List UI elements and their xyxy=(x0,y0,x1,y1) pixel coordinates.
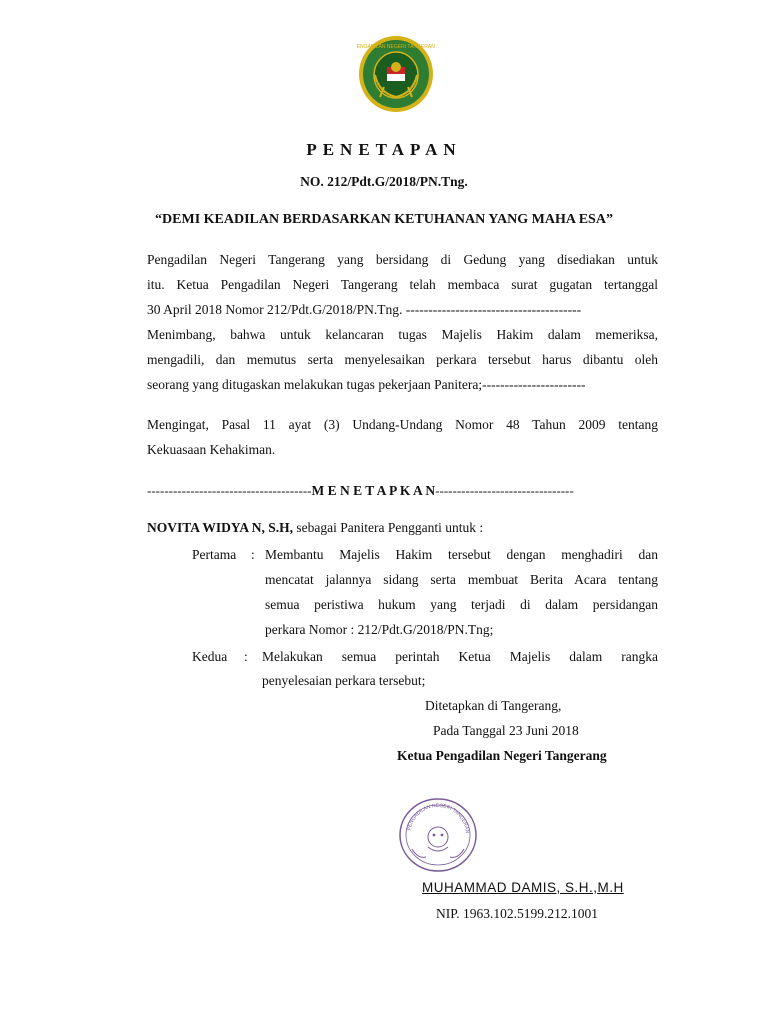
closing-place: Ditetapkan di Tangerang, xyxy=(425,698,562,713)
closing-date: Pada Tanggal 23 Juni 2018 xyxy=(433,723,579,738)
para1-line3: 30 April 2018 Nomor 212/Pdt.G/2018/PN.Tng. --------------------------------------- xyxy=(147,302,582,317)
document-number: NO. 212/Pdt.G/2018/PN.Tng. xyxy=(300,174,468,189)
para1-line6: seorang yang ditugaskan melakukan tugas pekerjaan Panitera;----------------------- xyxy=(147,377,586,392)
appointee-role: sebagai Panitera Pengganti untuk : xyxy=(293,520,484,535)
para1-line1: Pengadilan Negeri Tangerang yang bersidang di Gedung yang disediakan untuk xyxy=(147,252,658,267)
menetapkan-left-dashes: -------------------------------------- xyxy=(147,483,312,498)
para1-line2: itu. Ketua Pengadilan Negeri Tangerang telah membaca surat gugatan tertanggal xyxy=(147,277,658,292)
logo-text: PENGADILAN NEGERI TANGERANG xyxy=(357,44,435,50)
oath-heading: “DEMI KEADILAN BERDASARKAN KETUHANAN YANG MAHA ESA” xyxy=(155,212,613,227)
para1-line5: mengadili, dan memutus serta menyelesaikan perkara tersebut harus dibantu oleh xyxy=(147,352,658,367)
closing-office: Ketua Pengadilan Negeri Tangerang xyxy=(397,748,607,763)
svg-text:PENGADILAN NEGERI TANGERANG xyxy=(398,797,470,834)
appointee-line xyxy=(147,520,658,536)
menetapkan-label: M E N E T A P K A N xyxy=(311,483,436,498)
item-pertama-sep: : xyxy=(251,547,255,562)
item-pertama-line2: mencatat jalannya sidang serta membuat Berita Acara tentang xyxy=(265,572,658,587)
signer-nip: NIP. 1963.102.5199.212.1001 xyxy=(436,906,599,921)
item-kedua-line2: penyelesaian perkara tersebut; xyxy=(262,673,426,688)
para1-line4: Menimbang, bahwa untuk kelancaran tugas Majelis Hakim dalam memeriksa, xyxy=(147,327,658,342)
item-pertama-line4: perkara Nomor : 212/Pdt.G/2018/PN.Tng; xyxy=(265,622,494,637)
document-title: PENETAPAN xyxy=(306,140,462,159)
para2-line2: Kekuasaan Kehakiman. xyxy=(147,442,276,457)
item-pertama-label: Pertama xyxy=(192,547,237,562)
menetapkan-right-dashes: -------------------------------- xyxy=(435,483,574,498)
item-kedua-line1: Melakukan semua perintah Ketua Majelis dalam rangka xyxy=(262,649,658,664)
menetapkan-line xyxy=(147,483,658,499)
item-pertama-line3: semua peristiwa hukum yang terjadi di dalam persidangan xyxy=(265,597,658,612)
court-logo xyxy=(357,35,435,113)
stamp-text: PENGADILAN NEGERI TANGERAN xyxy=(406,802,470,834)
appointee-name: NOVITA WIDYA N, S.H, xyxy=(147,520,294,535)
item-pertama-line1: Membantu Majelis Hakim tersebut dengan menghadiri dan xyxy=(265,547,658,562)
court-stamp xyxy=(398,797,478,873)
item-kedua-label: Kedua xyxy=(192,649,228,664)
signer-name: MUHAMMAD DAMIS, S.H.,M.H xyxy=(422,880,624,895)
para2-line1: Mengingat, Pasal 11 ayat (3) Undang-Undang Nomor 48 Tahun 2009 tentang xyxy=(147,417,658,432)
item-kedua-sep: : xyxy=(244,649,248,664)
